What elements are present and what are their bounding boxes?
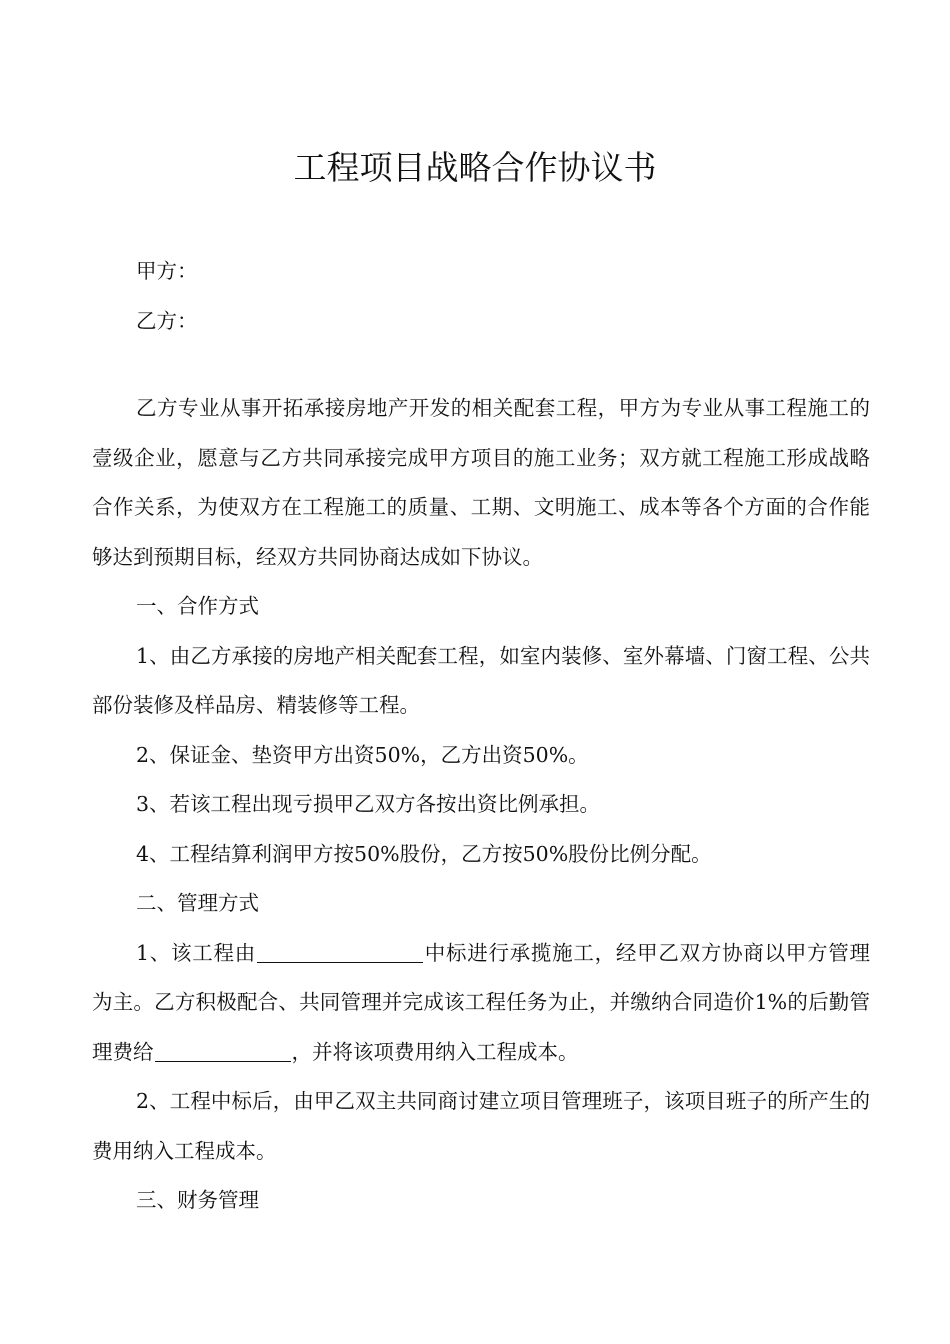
cooperation-item-4: 4、工程结算利润甲方按50%股份，乙方按50%股份比例分配。 xyxy=(136,841,712,866)
cooperation-item-3: 3、若该工程出现亏损甲乙双方各按出资比例承担。 xyxy=(136,792,601,816)
document-body xyxy=(92,247,870,1226)
management-item-1-text-start: 1、该工程由 xyxy=(136,940,256,965)
section-heading-cooperation: 一、合作方式 xyxy=(136,594,259,618)
paragraph-spacer xyxy=(92,346,870,384)
party-a-label: 甲方： xyxy=(136,259,198,283)
bidder-name-blank xyxy=(257,941,423,964)
section-heading-management: 二、管理方式 xyxy=(136,891,259,915)
fee-recipient-blank xyxy=(155,1040,291,1063)
management-item-2: 2、工程中标后，由甲乙双主共同商讨建立项目管理班子，该项目班子的所产生的费用纳入工程成本。 xyxy=(92,1089,870,1163)
cooperation-item-2: 2、保证金、垫资甲方出资50%，乙方出资50%。 xyxy=(136,742,589,767)
intro-paragraph: 乙方专业从事开拓承接房地产开发的相关配套工程，甲方为专业从事工程施工的壹级企业，愿意与乙方共同承接完成甲方项目的施工业务；双方就工程施工形成战略合作关系，为使双方在工程施工的质量、工期、文明施工、成本等各个方面的合作能够达到预期目标，经双方共同协商达成如下协议。 xyxy=(92,396,870,569)
management-item-1-text-middle: 中标进行承揽施工，经甲乙双方协商以甲方管理为主。乙方积极配合、共同管理并完成该工程任务为止，并缴纳合同造价1%的后勤管理费给 xyxy=(92,940,871,1064)
document-title: 工程项目战略合作协议书 xyxy=(293,148,657,187)
section-heading-finance: 三、财务管理 xyxy=(136,1188,259,1212)
cooperation-item-1: 1、由乙方承接的房地产相关配套工程，如室内装修、室外幕墙、门窗工程、公共部份装修及样品房、精装修等工程。 xyxy=(92,643,870,717)
management-item-1-text-end: ，并将该项费用纳入工程成本。 xyxy=(291,1039,579,1064)
party-b-label: 乙方： xyxy=(136,308,198,333)
management-item-1 xyxy=(92,929,870,1078)
